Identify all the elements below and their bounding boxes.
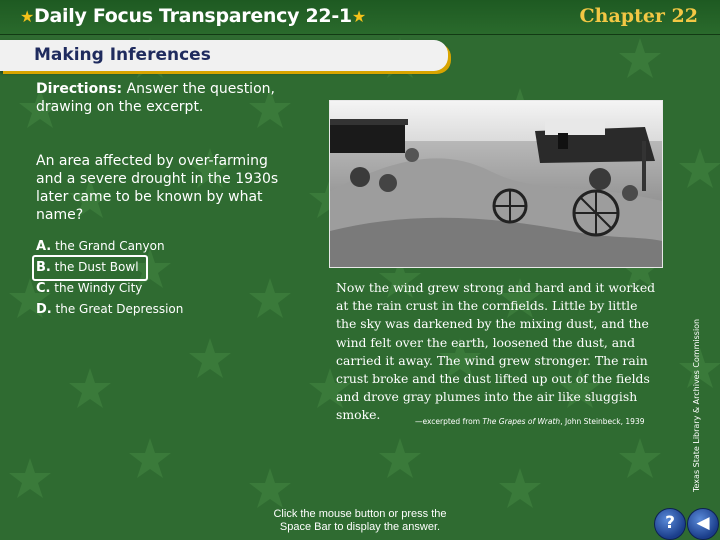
help-button[interactable] [654, 508, 686, 540]
choice-d[interactable] [36, 299, 236, 320]
footer-line-1: Click the mouse button or press the [273, 508, 447, 520]
directions [36, 80, 296, 116]
steinbeck-excerpt: Now the wind grew strong and hard and it worked at the rain crust in the cornfields. Little by little the sky was darkened by the mixing dust, and the wind felt over the earth, loosened the dust, and carried it away. The wind grew stronger. The rain crust broke and the dust lifted up out of the fields and drove gray plumes into the air like sluggish smoke. [336, 280, 656, 423]
citation-prefix: —excerpted from [415, 417, 483, 426]
chapter-label: Chapter 22 [579, 5, 698, 27]
section-banner [0, 40, 448, 71]
next-slide-button[interactable] [687, 508, 719, 540]
dust-bowl-photo-illustration [330, 101, 662, 267]
choice-letter: C. [36, 281, 51, 296]
choice-a[interactable] [36, 236, 236, 257]
excerpt-citation [415, 417, 675, 426]
footer-instruction [250, 508, 470, 534]
transparency-title-text: Daily Focus Transparency 22-1 [34, 5, 352, 27]
answer-choices [36, 236, 236, 320]
choice-text: the Windy City [50, 281, 143, 295]
header-bar [0, 0, 720, 35]
choice-b[interactable] [36, 257, 236, 278]
directions-label: Directions: [36, 81, 123, 97]
choice-c[interactable] [36, 278, 236, 299]
question-text: An area affected by over-farming and a severe drought in the 1930s later came to be known by what name? [36, 153, 279, 223]
choice-text: the Grand Canyon [51, 239, 165, 253]
choice-letter: D. [36, 302, 52, 317]
transparency-title [20, 5, 366, 27]
photo-credit: Texas State Library & Archives Commission [692, 318, 701, 492]
citation-work: The Grapes of Wrath [482, 417, 561, 426]
citation-suffix: , John Steinbeck, 1939 [560, 417, 645, 426]
choice-text: the Great Depression [51, 302, 184, 316]
directions-text: Answer the question, drawing on the excerpt. [36, 81, 275, 115]
dust-bowl-photo [329, 100, 663, 268]
star-icon: ★ [351, 7, 366, 26]
arrow-left-icon: ◀ [696, 513, 710, 533]
star-icon: ★ [20, 7, 35, 26]
choice-letter: B. [36, 260, 51, 275]
help-icon: ? [665, 513, 675, 533]
section-title: Making Inferences [34, 45, 211, 65]
choice-text: the Dust Bowl [50, 260, 139, 274]
footer-line-2: Space Bar to display the answer. [279, 521, 441, 533]
choice-letter: A. [36, 239, 52, 254]
